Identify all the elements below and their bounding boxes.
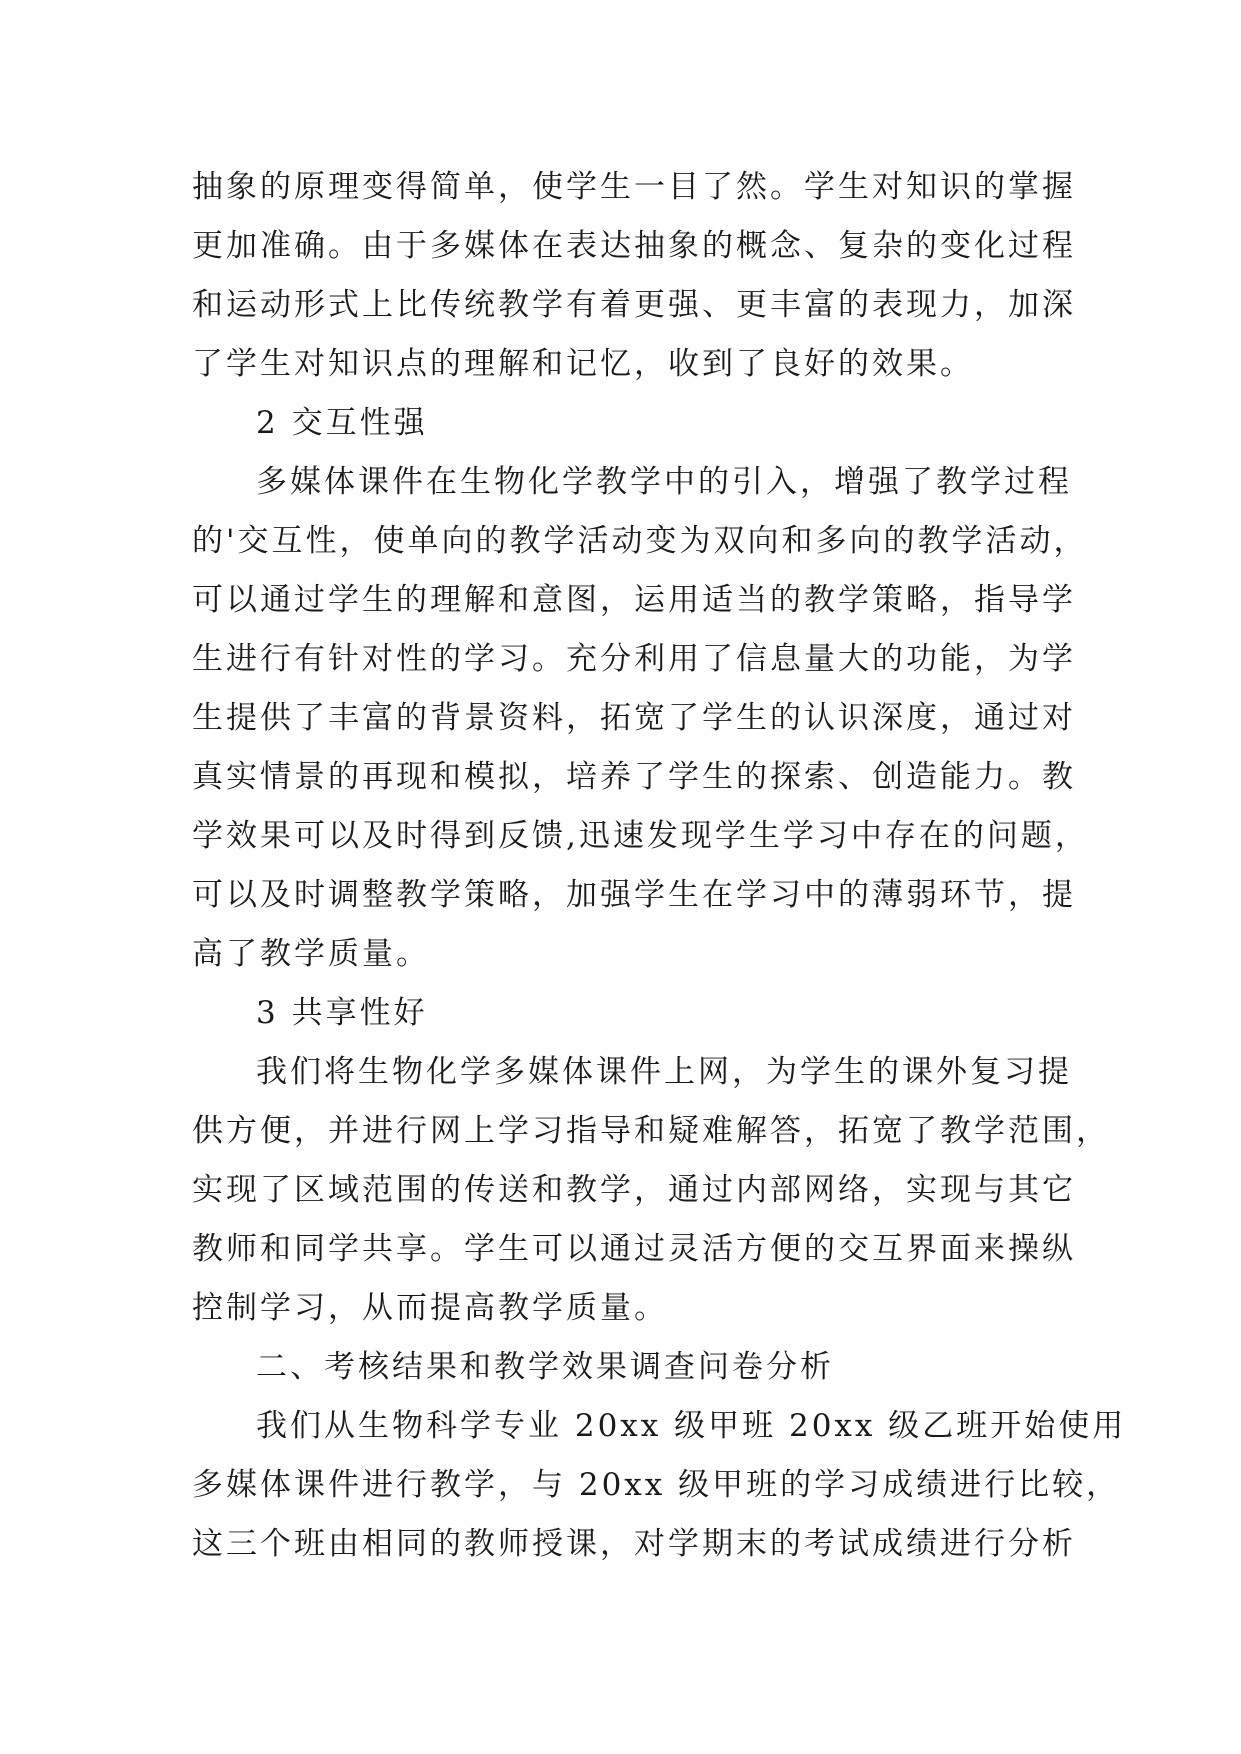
text-line: 控制学习，从而提高教学质量。 (192, 1290, 668, 1326)
section-heading-sharing: 3 共享性好 (256, 995, 428, 1031)
document-body (192, 158, 1127, 1574)
text-line: 高了教学质量。 (192, 936, 430, 972)
text-line: 生进行有针对性的学习。充分利用了信息量大的功能，为学 (192, 641, 1076, 677)
section-heading-analysis: 二、考核结果和教学效果调查问卷分析 (256, 1349, 834, 1385)
text-line: 了学生对知识点的理解和记忆，收到了良好的效果。 (192, 346, 974, 382)
text-line: 真实情景的再现和模拟，培养了学生的探索、创造能力。教 (192, 759, 1076, 795)
text-line: 的'交互性，使单向的教学活动变为双向和多向的教学活动， (192, 523, 1088, 559)
text-line: 和运动形式上比传统教学有着更强、更丰富的表现力，加深 (192, 287, 1076, 323)
text-line: 实现了区域范围的传送和教学，通过内部网络，实现与其它 (192, 1172, 1076, 1208)
text-line: 更加准确。由于多媒体在表达抽象的概念、复杂的变化过程 (192, 228, 1076, 264)
section-heading-interactivity: 2 交互性强 (256, 405, 428, 441)
paragraph-start: 我们从生物科学专业 20xx 级甲班 20xx 级乙班开始使用 (256, 1408, 1127, 1444)
text-line: 多媒体课件进行教学，与 20xx 级甲班的学习成绩进行比较， (192, 1467, 1121, 1503)
text-line: 教师和同学共享。学生可以通过灵活方便的交互界面来操纵 (192, 1231, 1076, 1267)
text-line: 供方便，并进行网上学习指导和疑难解答，拓宽了教学范围， (192, 1113, 1110, 1149)
text-line: 学效果可以及时得到反馈,迅速发现学生学习中存在的问题， (192, 818, 1089, 854)
paragraph-start: 我们将生物化学多媒体课件上网，为学生的课外复习提 (256, 1054, 1072, 1090)
paragraph-start: 多媒体课件在生物化学教学中的引入，增强了教学过程 (256, 464, 1072, 500)
text-line: 抽象的原理变得简单，使学生一目了然。学生对知识的掌握 (192, 169, 1076, 205)
text-line: 可以通过学生的理解和意图，运用适当的教学策略，指导学 (192, 582, 1076, 618)
text-line: 生提供了丰富的背景资料，拓宽了学生的认识深度，通过对 (192, 700, 1076, 736)
text-line: 这三个班由相同的教师授课，对学期末的考试成绩进行分析 (192, 1526, 1076, 1562)
text-line: 可以及时调整教学策略，加强学生在学习中的薄弱环节，提 (192, 877, 1076, 913)
